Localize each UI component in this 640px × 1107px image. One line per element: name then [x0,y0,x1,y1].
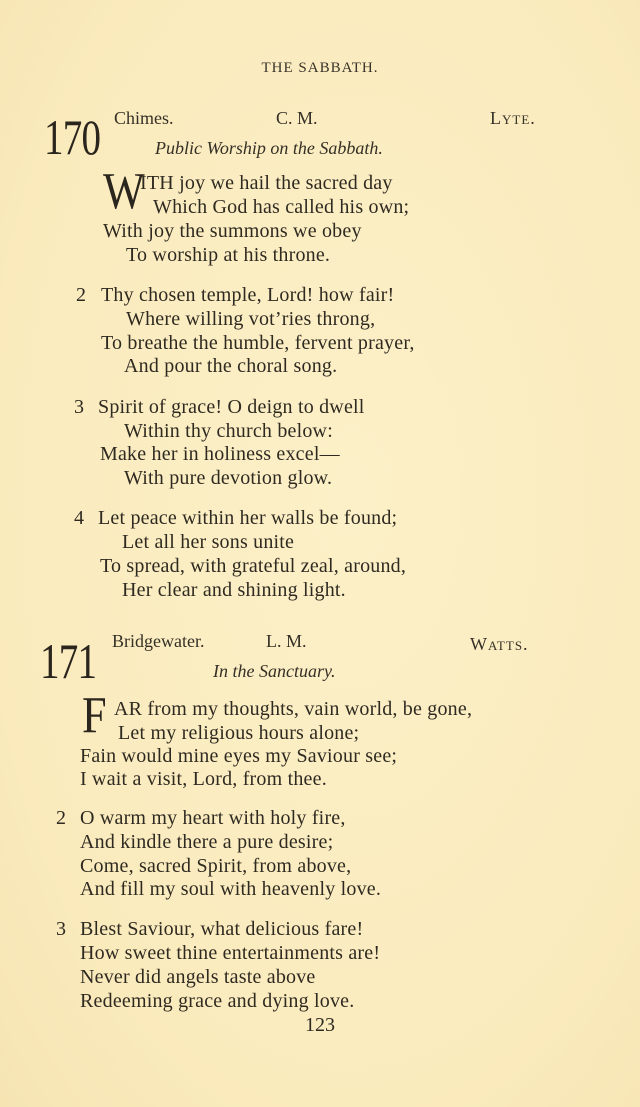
verse-line: To breathe the humble, fervent prayer, [101,332,415,354]
stanza-number: 2 [76,284,87,306]
stanza-number: 4 [74,507,85,529]
verse-line: Redeeming grace and dying love. [80,990,355,1012]
verse-line: Her clear and shining light. [122,579,346,601]
verse-line: Where willing vot’ries throng, [126,308,376,330]
verse-line: O warm my heart with holy fire, [80,807,346,829]
verse-line: I wait a visit, Lord, from thee. [80,768,327,790]
verse-line: With joy the summons we obey [103,220,362,242]
drop-cap: W [103,163,145,220]
verse-line: Spirit of grace! O deign to dwell [98,396,365,418]
verse-line: Blest Saviour, what delicious fare! [80,918,364,940]
drop-cap: F [82,687,107,744]
stanza-number: 2 [56,807,67,829]
hymn-tune: Chimes. [114,108,174,128]
hymn-number: 170 [44,109,101,165]
verse-line: Which God has called his own; [153,196,410,218]
verse-line: Let all her sons unite [122,531,295,553]
verse-line: To worship at his throne. [126,244,331,266]
running-head: THE SABBATH. [261,60,379,76]
verse-line: And pour the choral song. [124,355,338,377]
verse-line: Thy chosen temple, Lord! how fair! [101,284,395,306]
verse-line: Within thy church below: [124,420,333,442]
verse-line: Come, sacred Spirit, from above, [80,855,352,877]
verse-line: ITH joy we hail the sacred day [140,172,393,194]
verse-line: And fill my soul with heavenly love. [80,878,382,900]
hymn-subtitle: In the Sanctuary. [213,661,336,681]
page-number: 123 [305,1014,335,1036]
hymn-subtitle: Public Worship on the Sabbath. [155,138,383,158]
stanza-number: 3 [74,396,85,418]
verse-line: AR from my thoughts, vain world, be gone, [114,698,473,720]
hymn-meter: L. M. [266,631,307,651]
verse-line: Let my religious hours alone; [118,722,360,744]
verse-line: Never did angels taste above [80,966,316,988]
stanza-number: 3 [56,918,67,940]
verse-line: Fain would mine eyes my Saviour see; [80,745,398,767]
verse-line: Make her in holiness excel— [100,443,340,465]
verse-line: Let peace within her walls be found; [98,507,398,529]
verse-line: How sweet thine entertainments are! [80,942,381,964]
hymn-tune: Bridgewater. [112,631,205,651]
verse-line: And kindle there a pure desire; [80,831,334,853]
verse-line: To spread, with grateful zeal, around, [100,555,407,577]
verse-line: With pure devotion glow. [124,467,333,489]
hymn-author: Lyte. [490,108,536,128]
hymn-meter: C. M. [276,108,318,128]
hymn-number: 171 [40,633,97,689]
hymn-author: Watts. [470,634,529,654]
